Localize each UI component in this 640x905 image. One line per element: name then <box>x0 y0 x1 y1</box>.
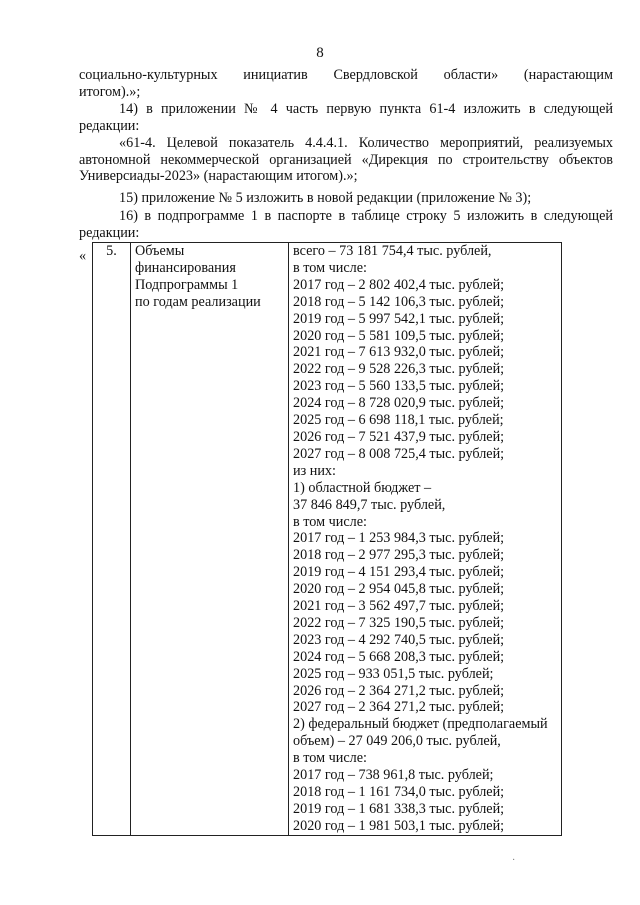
item-14-quote-line-3: Универсиады-2023» (нарастающим итогом).»; <box>79 168 358 185</box>
value-line: в том числе: <box>293 750 367 767</box>
value-line: 2017 год – 2 802 402,4 тыс. рублей; <box>293 276 505 293</box>
value-line: 2019 год – 1 681 338,3 тыс. рублей; <box>293 800 505 817</box>
item-16-paragraph <box>79 208 613 241</box>
value-line: 2025 год – 6 698 118,1 тыс. рублей; <box>293 412 504 429</box>
row-name-line: финансирования <box>135 259 236 276</box>
value-line: 2027 год – 8 008 725,4 тыс. рублей; <box>293 445 505 462</box>
row-name-line: Объемы <box>135 243 185 259</box>
item-14-quote-line-2: автономной некоммерческой организацией «Дирекция по строительству объектов <box>79 151 613 168</box>
value-line: 2024 год – 5 668 208,3 тыс. рублей; <box>293 648 505 665</box>
row-name-cell <box>131 243 289 836</box>
page-number: 8 <box>316 45 324 61</box>
value-line: 2018 год – 5 142 106,3 тыс. рублей; <box>293 293 505 310</box>
item-14-line-2: редакции: <box>79 117 140 134</box>
item-14-line-1: 14) в приложении № 4 часть первую пункта 61-4 изложить в следующей <box>119 101 613 117</box>
value-line: 2021 год – 3 562 497,7 тыс. рублей; <box>293 598 505 615</box>
intro-paragraph <box>79 67 613 100</box>
row-number-cell: 5. <box>93 243 131 836</box>
value-line: 2025 год – 933 051,5 тыс. рублей; <box>293 665 494 682</box>
value-line: 2017 год – 738 961,8 тыс. рублей; <box>293 767 494 784</box>
value-line: 2017 год – 1 253 984,3 тыс. рублей; <box>293 530 505 547</box>
item-16-line-2: редакции: <box>79 224 140 241</box>
value-line: 2022 год – 7 325 190,5 тыс. рублей; <box>293 614 505 631</box>
value-line: 2020 год – 2 954 045,8 тыс. рублей; <box>293 581 505 598</box>
value-line: объем) – 27 049 206,0 тыс. рублей, <box>293 733 501 750</box>
value-line: всего – 73 181 754,4 тыс. рублей, <box>293 243 492 259</box>
value-line: 2020 год – 5 581 109,5 тыс. рублей; <box>293 327 505 344</box>
value-line: 1) областной бюджет – <box>293 479 432 496</box>
item-14-paragraph <box>79 101 613 134</box>
table-row <box>93 243 562 836</box>
item-16-line-1: 16) в подпрограмме 1 в паспорте в таблице строку 5 изложить в следующей <box>119 208 613 224</box>
value-line: 2023 год – 4 292 740,5 тыс. рублей; <box>293 631 505 648</box>
table-open-quote: « <box>79 248 87 264</box>
value-line: 37 846 849,7 тыс. рублей, <box>293 496 446 513</box>
row-name-line: Подпрограммы 1 <box>135 276 239 293</box>
row-name-line: по годам реализации <box>135 293 261 310</box>
value-line: 2019 год – 5 997 542,1 тыс. рублей; <box>293 310 505 327</box>
intro-line-2: итогом).»; <box>79 83 141 100</box>
value-line: 2019 год – 4 151 293,4 тыс. рублей; <box>293 564 505 581</box>
item-14-quote-line-1: «61-4. Целевой показатель 4.4.4.1. Количество мероприятий, реализуемых <box>119 135 613 151</box>
value-line: 2026 год – 2 364 271,2 тыс. рублей; <box>293 682 505 699</box>
value-line: из них: <box>293 462 336 479</box>
row-value-cell <box>289 243 562 836</box>
value-line: 2018 год – 2 977 295,3 тыс. рублей; <box>293 547 505 564</box>
value-line: 2020 год – 1 981 503,1 тыс. рублей; <box>293 817 505 834</box>
value-line: 2022 год – 9 528 226,3 тыс. рублей; <box>293 361 505 378</box>
intro-line-1: социально-культурных инициатив Свердловской области» (нарастающим <box>79 67 613 83</box>
scan-mark: · <box>512 855 516 866</box>
value-line: 2023 год – 5 560 133,5 тыс. рублей; <box>293 378 505 395</box>
item-15-paragraph <box>79 190 613 207</box>
passport-table <box>92 242 562 836</box>
value-line: 2027 год – 2 364 271,2 тыс. рублей; <box>293 699 505 716</box>
value-line: 2018 год – 1 161 734,0 тыс. рублей; <box>293 784 505 800</box>
value-line: 2024 год – 8 728 020,9 тыс. рублей; <box>293 395 505 412</box>
value-line: в том числе: <box>293 259 367 276</box>
value-line: в том числе: <box>293 513 367 530</box>
item-15-line: 15) приложение № 5 изложить в новой редакции (приложение № 3); <box>119 190 532 206</box>
value-line: 2021 год – 7 613 932,0 тыс. рублей; <box>293 344 505 361</box>
value-line: 2026 год – 7 521 437,9 тыс. рублей; <box>293 428 505 445</box>
item-14-quote-paragraph <box>79 135 613 185</box>
value-line: 2) федеральный бюджет (предполагаемый <box>293 716 548 733</box>
